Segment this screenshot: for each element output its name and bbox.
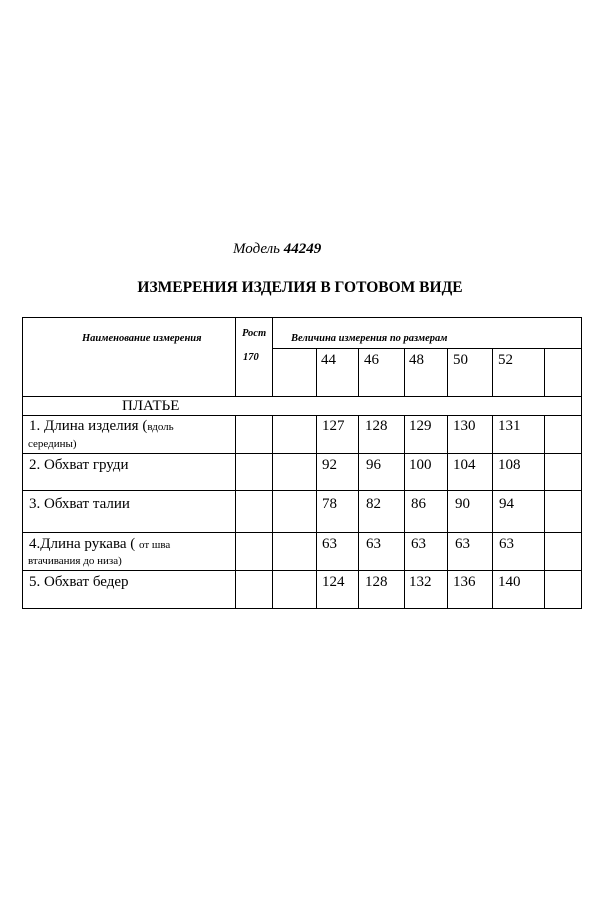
table-border-right [581, 317, 582, 609]
table-rule-vertical [358, 415, 359, 609]
table-rule [22, 570, 582, 571]
table-cell: 63 [322, 536, 337, 552]
table-rule [22, 415, 582, 416]
table-cell: 96 [366, 457, 381, 473]
table-cell: 124 [322, 574, 345, 590]
row-label-note: втачивания до низа) [28, 555, 122, 567]
row-label: 1. Длина изделия (вдоль [29, 418, 174, 434]
row-label-note: середины) [28, 438, 77, 450]
page-title: ИЗМЕРЕНИЯ ИЗДЕЛИЯ В ГОТОВОМ ВИДЕ [137, 279, 463, 296]
row-label: 2. Обхват груди [29, 457, 129, 473]
table-rule-vertical [447, 415, 448, 609]
table-rule [272, 348, 582, 349]
size-column-header: 46 [364, 352, 379, 368]
model-number: 44249 [283, 241, 322, 257]
table-cell: 78 [322, 496, 337, 512]
table-rule-vertical [404, 415, 405, 609]
table-rule-vertical [316, 415, 317, 609]
table-rule-vertical [316, 348, 317, 397]
header-height-value: 170 [243, 352, 259, 363]
table-rule-vertical [235, 317, 236, 397]
table-cell: 100 [409, 457, 432, 473]
header-height-label: Рост [242, 328, 267, 339]
table-cell: 132 [409, 574, 432, 590]
table-cell: 128 [365, 418, 388, 434]
table-rule [22, 453, 582, 454]
section-label: ПЛАТЬЕ [122, 398, 180, 414]
table-rule [22, 490, 582, 491]
table-cell: 63 [455, 536, 470, 552]
table-cell: 128 [365, 574, 388, 590]
table-cell: 104 [453, 457, 476, 473]
table-rule [22, 396, 582, 397]
table-rule-vertical [272, 317, 273, 397]
table-border-bottom [22, 608, 582, 609]
model-label: Модель [233, 241, 281, 257]
table-cell: 131 [498, 418, 521, 434]
table-cell: 140 [498, 574, 521, 590]
size-column-header: 52 [498, 352, 513, 368]
table-rule-vertical [544, 348, 545, 397]
table-rule-vertical [447, 348, 448, 397]
table-cell: 63 [411, 536, 426, 552]
table-cell: 90 [455, 496, 470, 512]
table-border-top [22, 317, 582, 318]
table-cell: 136 [453, 574, 476, 590]
table-rule-vertical [404, 348, 405, 397]
header-sizes-label: Величина измерения по размерам [291, 333, 448, 344]
table-cell: 130 [453, 418, 476, 434]
row-label: 5. Обхват бедер [29, 574, 129, 590]
table-rule-vertical [492, 348, 493, 397]
size-column-header: 44 [321, 352, 336, 368]
size-column-header: 50 [453, 352, 468, 368]
model-line [233, 241, 321, 258]
row-label: 3. Обхват талии [29, 496, 130, 512]
table-cell: 127 [322, 418, 345, 434]
table-rule-vertical [235, 415, 236, 609]
table-border-left [22, 317, 23, 609]
table-rule [22, 532, 582, 533]
table-rule-vertical [544, 415, 545, 609]
table-cell: 108 [498, 457, 521, 473]
table-rule-vertical [272, 415, 273, 609]
table-cell: 92 [322, 457, 337, 473]
table-cell: 86 [411, 496, 426, 512]
table-cell: 82 [366, 496, 381, 512]
table-rule-vertical [358, 348, 359, 397]
table-cell: 63 [499, 536, 514, 552]
size-column-header: 48 [409, 352, 424, 368]
table-cell: 129 [409, 418, 432, 434]
row-label: 4.Длина рукава ( от шва [29, 536, 171, 552]
table-rule-vertical [492, 415, 493, 609]
table-cell: 94 [499, 496, 514, 512]
header-measure-name: Наименование измерения [82, 333, 202, 344]
table-cell: 63 [366, 536, 381, 552]
